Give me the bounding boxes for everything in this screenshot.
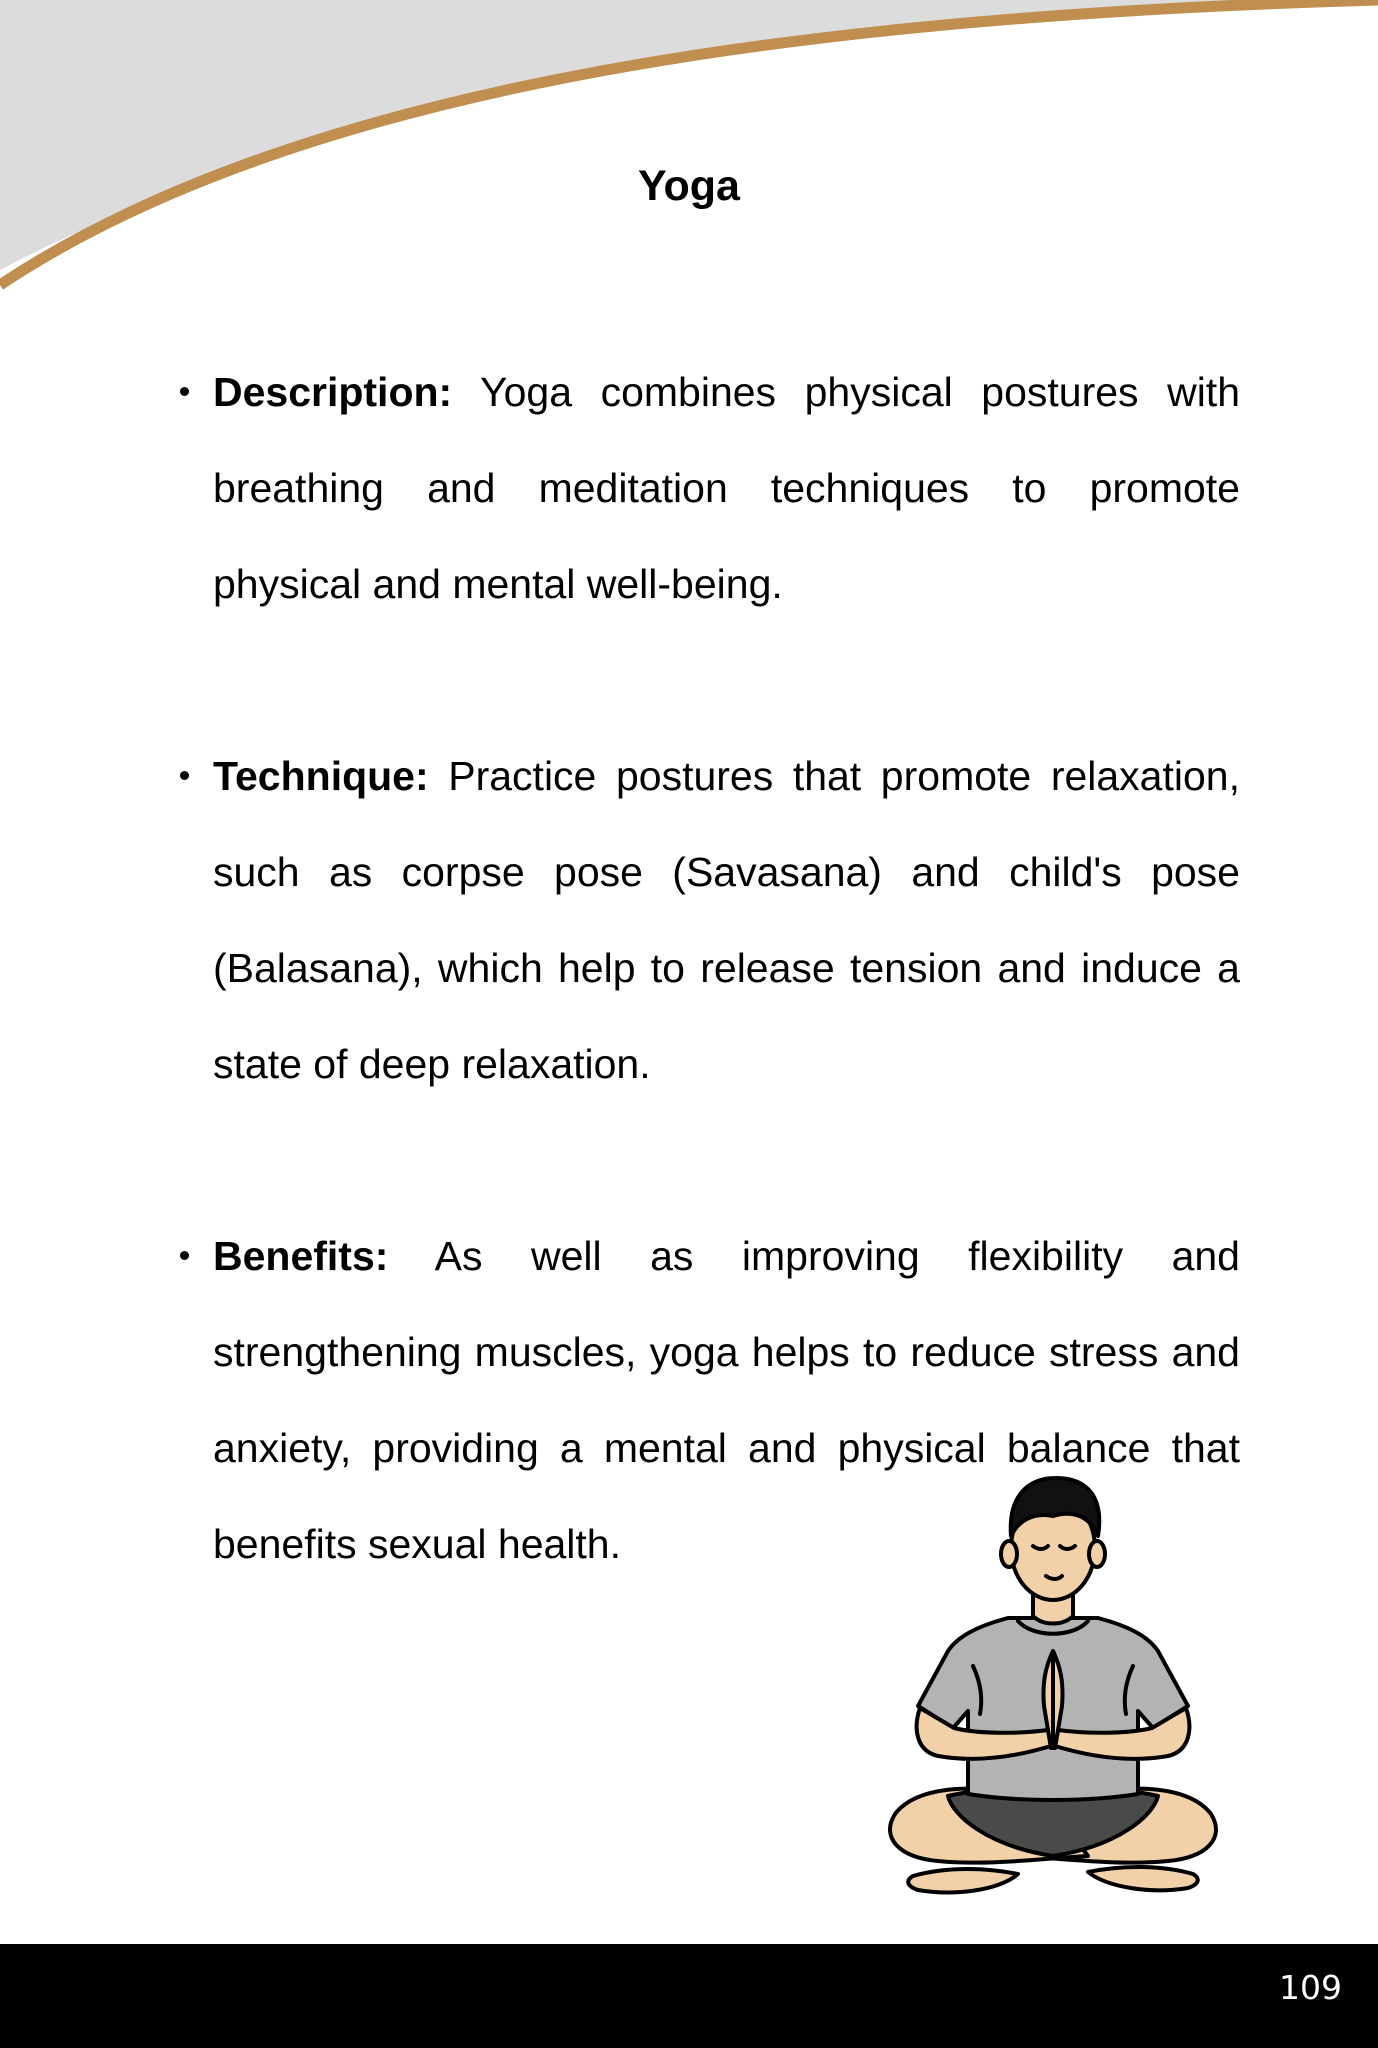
list-item	[168, 344, 1240, 632]
page-footer	[0, 1944, 1378, 2048]
item-term: Description:	[213, 369, 453, 415]
item-text: Practice postures that promote relaxation, such as corpse pose (Savasana) and child's pose (Balasana), which help to release tension and induce a state of deep relaxation.	[213, 753, 1240, 1087]
item-term: Benefits:	[213, 1233, 389, 1279]
meditating-person-icon	[868, 1466, 1238, 1926]
page-number: 109	[1279, 1968, 1342, 2007]
item-text: Yoga combines physical postures with breathing and meditation techniques to promote physical and mental well-being.	[213, 369, 1240, 607]
item-text: As well as improving flexibility and strengthening muscles, yoga helps to reduce stress and anxiety, providing a mental and physical balance that benefits sexual health.	[213, 1233, 1240, 1567]
header-decoration	[0, 0, 1378, 300]
item-term: Technique:	[213, 753, 429, 799]
page-title: Yoga	[638, 162, 740, 210]
list-item	[168, 728, 1240, 1112]
